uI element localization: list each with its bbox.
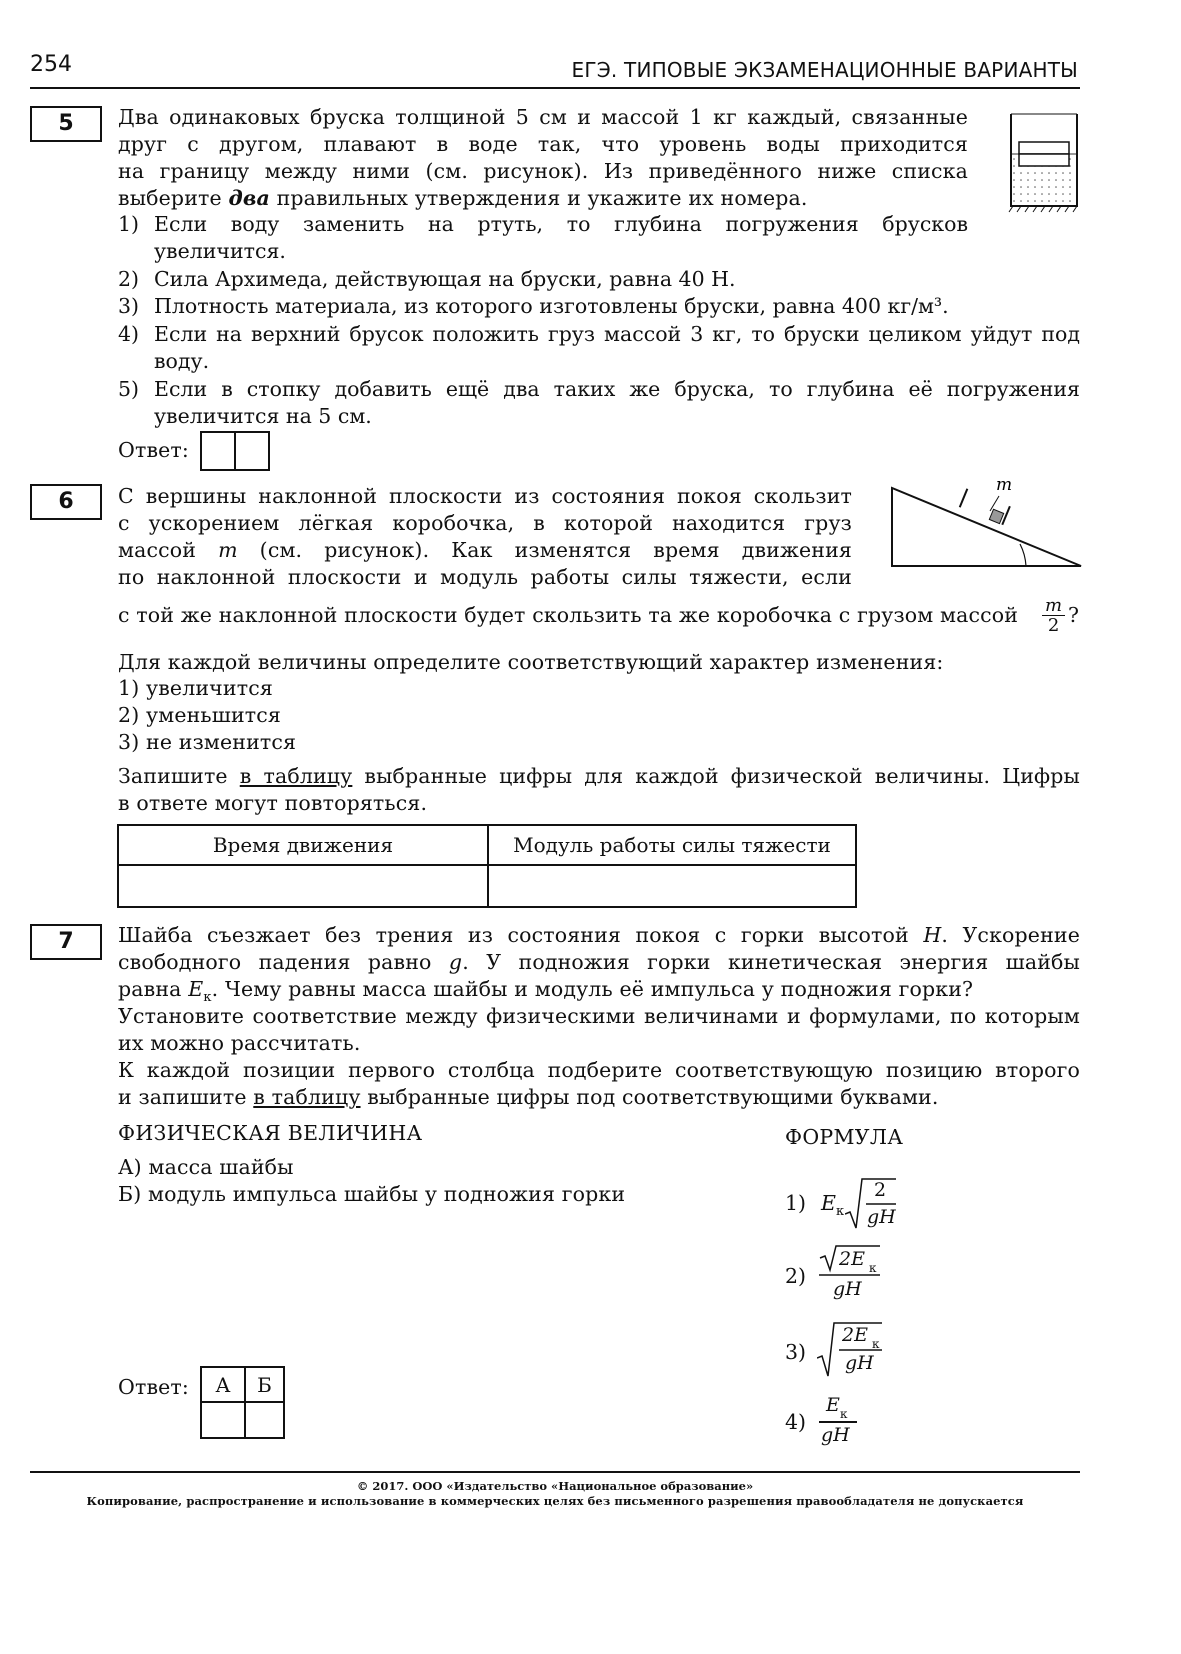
task7-answer-table bbox=[200, 1366, 285, 1439]
task7-line2: свободного падения равно g. У подножия горки кинетическая энергия шайбы bbox=[118, 950, 1080, 974]
task5-option-2: 2) Сила Архимеда, действующая на бруски, равна 40 Н. bbox=[118, 267, 736, 291]
task7-line7: и запишите в таблицу выбранные цифры под соответствующими буквами. bbox=[118, 1085, 939, 1109]
task5-option-1: 1) Если воду заменить на ртуть, то глубина погружения брусков увеличится. bbox=[118, 212, 968, 263]
task5-intro-line3: на границу между ними (см. рисунок). Из приведённого ниже списка bbox=[118, 159, 968, 183]
running-header-title: ЕГЭ. ТИПОВЫЕ ЭКЗАМЕНАЦИОННЫЕ ВАРИАНТЫ bbox=[571, 58, 1078, 82]
task6-question-mark: ? bbox=[1068, 603, 1080, 627]
task5-option-3: 3) Плотность материала, из которого изготовлены бруски, равна 400 кг/м³. bbox=[118, 294, 949, 318]
task7-number-box: 7 bbox=[30, 924, 102, 960]
task5-answer-cell-1[interactable] bbox=[200, 431, 236, 471]
task7-line6: К каждой позиции первого столбца подберите соответствующую позицию второго bbox=[118, 1058, 1080, 1082]
task5-intro-line1: Два одинаковых бруска толщиной 5 см и массой 1 кг каждый, связанные bbox=[118, 105, 968, 129]
task7-formula-4: 4) E к gH bbox=[785, 1392, 925, 1452]
task6-number-box: 6 bbox=[30, 484, 102, 520]
task6-intro-line2: с ускорением лёгкая коробочка, в которой находится груз bbox=[118, 511, 852, 535]
task5-intro-line4: выберите два правильных утверждения и укажите их номера. bbox=[118, 186, 808, 210]
task6-table-header-time: Время движения bbox=[118, 825, 488, 865]
task7-answer-label: Ответ: bbox=[118, 1375, 189, 1399]
footer-rule bbox=[30, 1471, 1080, 1473]
incline-mass-label: m bbox=[996, 476, 1013, 495]
task7-line5: их можно рассчитать. bbox=[118, 1031, 361, 1055]
task6-intro-line4: по наклонной плоскости и модуль работы силы тяжести, если bbox=[118, 565, 852, 589]
task6-answer-table bbox=[117, 824, 857, 908]
task5-figure-floating-blocks bbox=[1005, 108, 1083, 216]
task6-intro-line3: массой m (см. рисунок). Как изменятся время движения bbox=[118, 538, 852, 562]
task6-option-1: 1) увеличится bbox=[118, 676, 273, 700]
task5-number-box: 5 bbox=[30, 106, 102, 142]
task7-formula-3: 3) 2E к gH bbox=[785, 1320, 925, 1380]
task6-write-instruction-line1: Запишите в таблицу выбранные цифры для каждой физической величины. Цифры bbox=[118, 764, 1080, 788]
task7-line4: Установите соответствие между физическими величинами и формулами, по которым bbox=[118, 1004, 1080, 1028]
task6-option-3: 3) не изменится bbox=[118, 730, 297, 754]
task7-answer-header-a: А bbox=[201, 1367, 245, 1402]
task7-quantity-b: Б) модуль импульса шайбы у подножия горки bbox=[118, 1182, 626, 1206]
task7-answer-header-b: Б bbox=[245, 1367, 284, 1402]
incline-triangle bbox=[892, 488, 1081, 566]
task7-formula-1: 1) E к 2 gH bbox=[785, 1179, 896, 1228]
block-upper bbox=[1019, 142, 1069, 154]
page-number: 254 bbox=[30, 52, 72, 77]
task6-write-instruction-line2: в ответе могут повторяться. bbox=[118, 791, 428, 815]
task6-answer-cell-work[interactable] bbox=[488, 865, 856, 907]
task6-intro-line5: с той же наклонной плоскости будет скользить та же коробочка с грузом массой bbox=[118, 603, 1019, 627]
task7-quantity-a: А) масса шайбы bbox=[118, 1155, 294, 1179]
task5-answer-label: Ответ: bbox=[118, 438, 189, 462]
task7-line3: равна $E_к$. Чему равны масса шайбы и модуль её импульса у подножия горки? bbox=[118, 977, 974, 1006]
task7-col2-header: ФОРМУЛА bbox=[785, 1125, 904, 1149]
task7-answer-cell-b[interactable] bbox=[245, 1402, 284, 1438]
task7-answer-cell-a[interactable] bbox=[201, 1402, 245, 1438]
task6-mass-fraction: m 2 bbox=[1042, 596, 1065, 635]
footer-notice: Копирование, распространение и использование в коммерческих целях без письменного разрешения правообладателя не допускается bbox=[86, 1494, 1024, 1508]
task7-line1: Шайба съезжает без трения из состояния покоя с горки высотой H. Ускорение bbox=[118, 923, 1080, 947]
task7-formula-2: 2) 2E к gH bbox=[785, 1244, 925, 1304]
task5-option-4: 4) Если на верхний брусок положить груз массой 3 кг, то бруски целиком уйдут под воду. bbox=[118, 322, 1080, 373]
task5-emphasis-two: два bbox=[228, 186, 270, 210]
task6-option-2: 2) уменьшится bbox=[118, 703, 281, 727]
incline-angle-arc bbox=[1020, 544, 1026, 566]
task6-answer-cell-time[interactable] bbox=[118, 865, 488, 907]
task6-instruction: Для каждой величины определите соответствующий характер изменения: bbox=[118, 650, 944, 674]
task5-answer-cell-2[interactable] bbox=[234, 431, 270, 471]
task7-col1-header: ФИЗИЧЕСКАЯ ВЕЛИЧИНА bbox=[118, 1121, 423, 1145]
block-lower bbox=[1019, 154, 1069, 166]
task6-figure-inclined-plane bbox=[886, 476, 1086, 572]
header-rule bbox=[30, 87, 1080, 89]
task5-intro-line2: друг с другом, плавают в воде так, что уровень воды приходится bbox=[118, 132, 968, 156]
task5-option-5: 5) Если в стопку добавить ещё два таких же бруска, то глубина её погружения увеличится на 5 см. bbox=[118, 377, 1080, 428]
task6-intro-line1: С вершины наклонной плоскости из состояния покоя скользит bbox=[118, 484, 852, 508]
task6-table-header-work: Модуль работы силы тяжести bbox=[488, 825, 856, 865]
footer-copyright: © 2017. ООО «Издательство «Национальное образование» bbox=[356, 1479, 754, 1493]
